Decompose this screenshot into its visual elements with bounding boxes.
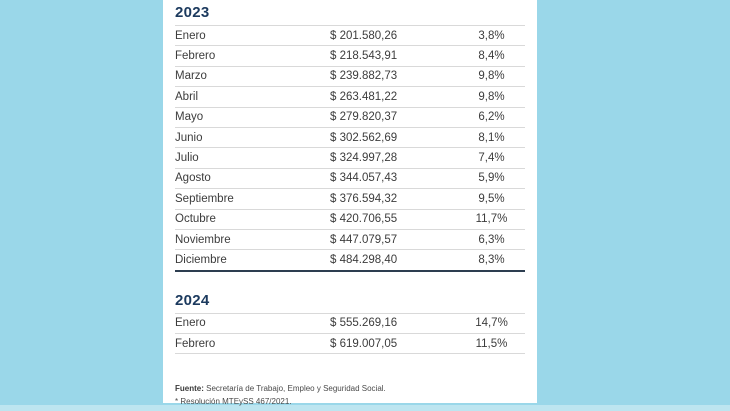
pct-cell: 6,3% <box>478 233 505 246</box>
table-row <box>175 148 525 168</box>
table-row <box>175 87 525 107</box>
month-cell: Enero <box>175 317 206 330</box>
value-cell: $ 218.543,91 <box>330 50 398 63</box>
value-cell: $ 263.481,22 <box>330 90 398 103</box>
table-row <box>175 67 525 87</box>
value-cell: $ 447.079,57 <box>330 233 398 246</box>
table-body <box>175 25 525 272</box>
month-cell: Junio <box>175 131 203 144</box>
source-footer <box>175 383 525 408</box>
month-cell: Enero <box>175 29 206 42</box>
table-row <box>175 26 525 46</box>
value-cell: $ 344.057,43 <box>330 172 398 185</box>
year-title: 2024 <box>175 291 210 309</box>
table-body <box>175 313 525 355</box>
section-2023 <box>175 4 525 272</box>
table-row <box>175 250 525 269</box>
source-text: Secretaría de Trabajo, Empleo y Seguridad Social. <box>206 384 386 394</box>
pct-cell: 9,8% <box>478 90 505 103</box>
table-panel <box>163 0 537 406</box>
pct-cell: 11,7% <box>475 213 508 226</box>
pct-cell: 5,9% <box>478 172 505 185</box>
value-cell: $ 302.562,69 <box>330 131 398 144</box>
pct-cell: 9,5% <box>478 192 505 205</box>
month-cell: Julio <box>175 152 199 165</box>
pct-cell: 8,4% <box>478 50 505 63</box>
month-cell: Septiembre <box>175 192 234 205</box>
month-cell: Febrero <box>175 50 216 63</box>
pct-cell: 14,7% <box>475 317 508 330</box>
pct-cell: 3,8% <box>478 29 505 42</box>
table-row <box>175 210 525 230</box>
month-cell: Agosto <box>175 172 211 185</box>
value-cell: $ 376.594,32 <box>330 192 398 205</box>
table-row <box>175 314 525 334</box>
month-cell: Abril <box>175 90 199 103</box>
pct-cell: 8,1% <box>478 131 505 144</box>
value-cell: $ 619.007,05 <box>330 337 398 350</box>
pct-cell: 9,8% <box>478 70 505 83</box>
month-cell: Marzo <box>175 70 207 83</box>
value-cell: $ 555.269,16 <box>330 317 398 330</box>
value-cell: $ 201.580,26 <box>330 29 398 42</box>
table-row <box>175 108 525 128</box>
table-row <box>175 334 525 354</box>
table-row <box>175 46 525 66</box>
section-2024 <box>175 292 525 355</box>
table-row <box>175 189 525 209</box>
table-row <box>175 169 525 189</box>
source-label: Fuente: <box>175 384 204 394</box>
value-cell: $ 484.298,40 <box>330 253 398 266</box>
month-cell: Febrero <box>175 337 216 350</box>
month-cell: Noviembre <box>175 233 231 246</box>
month-cell: Mayo <box>175 111 204 124</box>
source-line <box>175 383 525 396</box>
pct-cell: 11,5% <box>475 337 508 350</box>
pct-cell: 8,3% <box>478 253 505 266</box>
value-cell: $ 324.997,28 <box>330 152 398 165</box>
resolution-note: * Resolución MTEySS 467/2021. <box>175 396 292 406</box>
table-row <box>175 230 525 250</box>
value-cell: $ 279.820,37 <box>330 111 398 124</box>
value-cell: $ 420.706,55 <box>330 213 398 226</box>
month-cell: Diciembre <box>175 253 227 266</box>
pct-cell: 7,4% <box>478 152 505 165</box>
pct-cell: 6,2% <box>478 111 505 124</box>
value-cell: $ 239.882,73 <box>330 70 398 83</box>
table-row <box>175 128 525 148</box>
year-title: 2023 <box>175 4 210 21</box>
month-cell: Octubre <box>175 213 216 226</box>
